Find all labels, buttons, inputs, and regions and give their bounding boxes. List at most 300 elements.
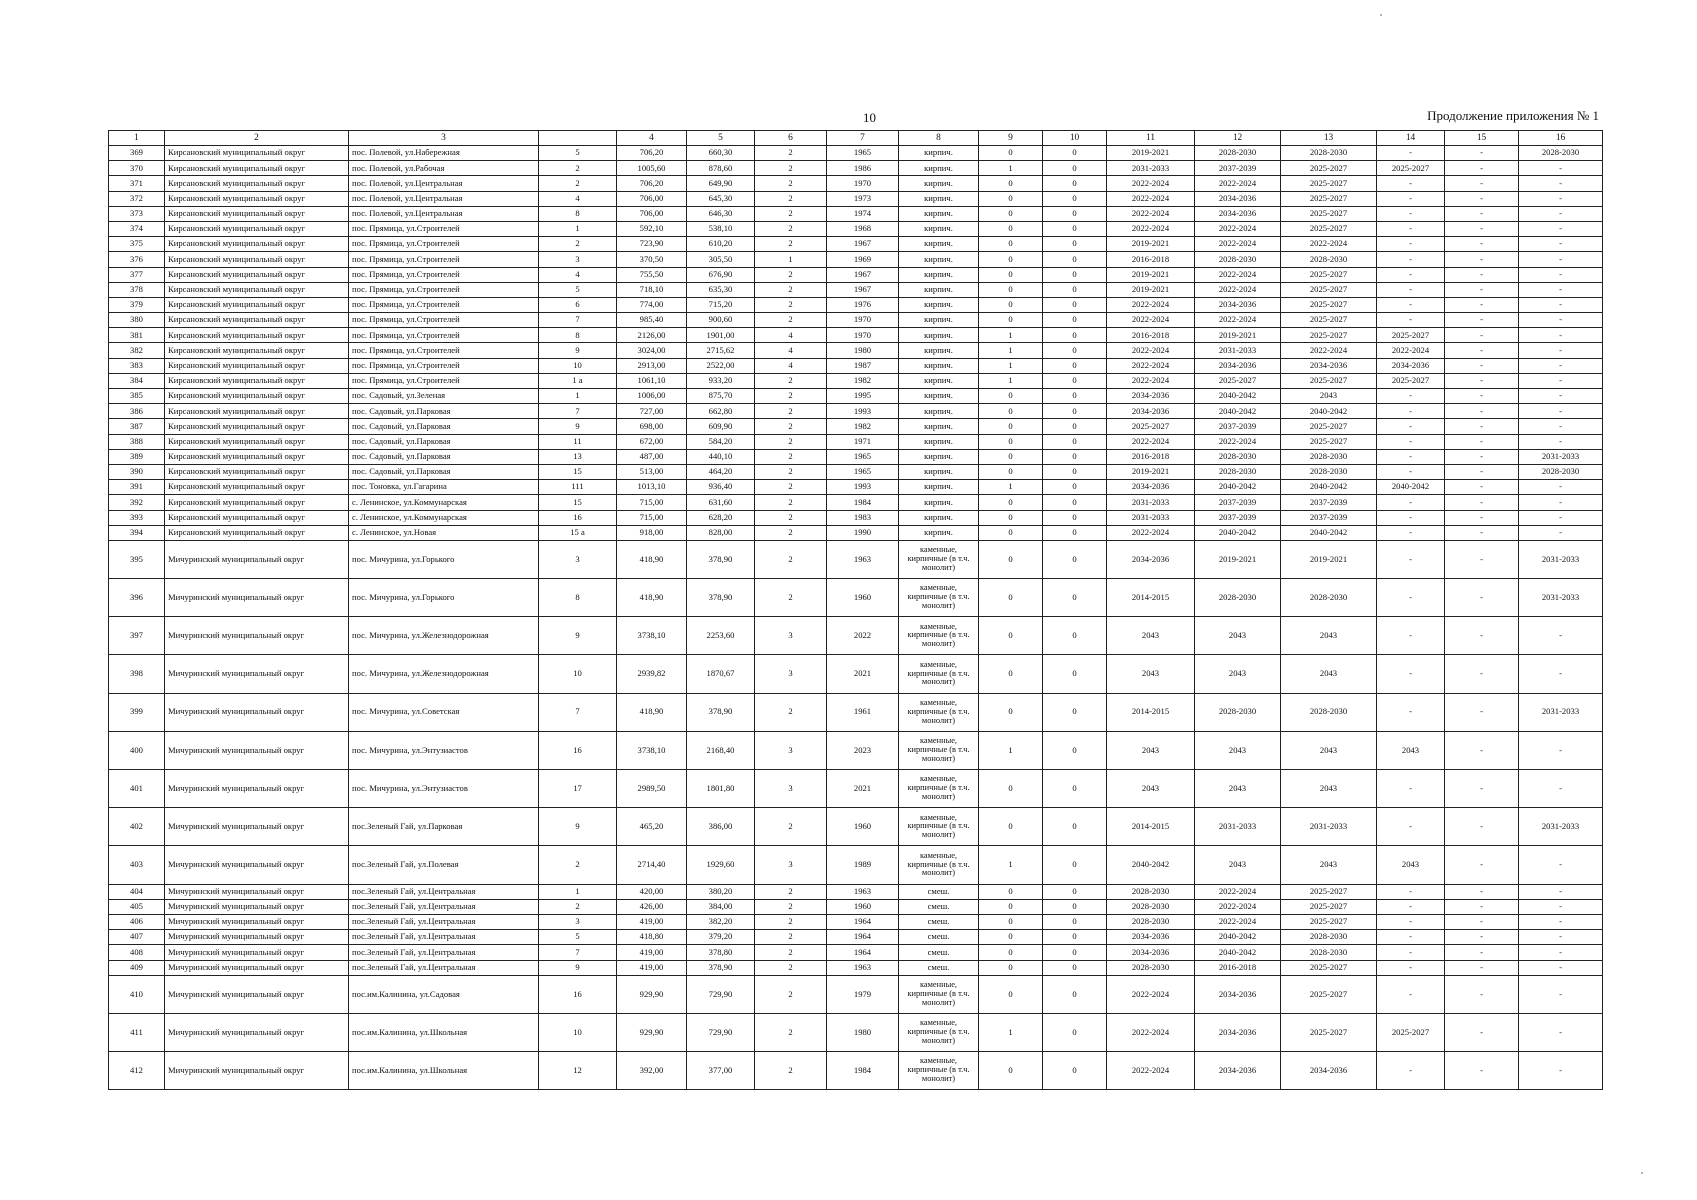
table-cell: 407 (109, 930, 165, 945)
table-cell: 1967 (827, 282, 899, 297)
table-cell: 404 (109, 884, 165, 899)
table-cell: Кирсановский муниципальный округ (165, 191, 349, 206)
table-cell: 0 (1043, 449, 1107, 464)
table-cell: 3738,10 (617, 617, 687, 655)
table-cell: - (1445, 252, 1519, 267)
table-cell: 755,50 (617, 267, 687, 282)
table-cell: 0 (1043, 884, 1107, 899)
table-cell: 1929,60 (687, 846, 755, 884)
table-row (109, 510, 1603, 525)
table-cell: 7 (539, 404, 617, 419)
table-cell: 13 (539, 449, 617, 464)
table-cell: 645,30 (687, 191, 755, 206)
table-cell: 631,60 (687, 495, 755, 510)
table-cell: пос.им.Калинина, ул.Школьная (349, 1052, 539, 1090)
table-cell: 2034-2036 (1195, 1052, 1281, 1090)
table-cell: пос. Прямица, ул.Строителей (349, 373, 539, 388)
table-cell: 828,00 (687, 525, 755, 540)
table-cell: 0 (1043, 731, 1107, 769)
table-cell: 0 (979, 267, 1043, 282)
table-cell: 2040-2042 (1377, 480, 1445, 495)
table-cell: - (1519, 480, 1603, 495)
table-cell: 2040-2042 (1195, 945, 1281, 960)
table-cell: 0 (979, 419, 1043, 434)
table-cell: 2025-2027 (1281, 960, 1377, 975)
table-cell: - (1445, 975, 1519, 1013)
table-row (109, 282, 1603, 297)
table-row (109, 313, 1603, 328)
table-cell: 1968 (827, 221, 899, 236)
table-cell: 10 (539, 1013, 617, 1051)
table-cell: 1995 (827, 389, 899, 404)
table-cell: 2034-2036 (1195, 206, 1281, 221)
table-cell: кирпич. (899, 449, 979, 464)
table-cell: пос.Зеленый Гай, ул.Центральная (349, 930, 539, 945)
table-cell: пос. Мичурина, ул.Железнодорожная (349, 617, 539, 655)
table-cell: Мичуринский муниципальный округ (165, 960, 349, 975)
table-cell: 0 (979, 540, 1043, 578)
table-cell: кирпич. (899, 252, 979, 267)
table-cell: - (1445, 617, 1519, 655)
table-cell: 2022-2024 (1195, 313, 1281, 328)
table-cell: 2022-2024 (1107, 1013, 1195, 1051)
table-cell: - (1377, 945, 1445, 960)
table-cell: 2168,40 (687, 731, 755, 769)
table-cell: 1990 (827, 525, 899, 540)
table-cell: - (1445, 930, 1519, 945)
table-cell: Кирсановский муниципальный округ (165, 373, 349, 388)
table-cell: 0 (979, 449, 1043, 464)
table-cell: 2913,00 (617, 358, 687, 373)
table-cell: 2028-2030 (1107, 884, 1195, 899)
table-cell: - (1377, 419, 1445, 434)
table-cell: 513,00 (617, 464, 687, 479)
table-cell: каменные, кирпичные (в т.ч. монолит) (899, 579, 979, 617)
table-cell: 1986 (827, 161, 899, 176)
table-cell: 1963 (827, 960, 899, 975)
table-row (109, 373, 1603, 388)
table-cell: 1970 (827, 176, 899, 191)
table-cell: 2 (755, 449, 827, 464)
table-cell: 2043 (1281, 770, 1377, 808)
table-cell: 2 (755, 176, 827, 191)
table-cell: 1993 (827, 404, 899, 419)
table-cell: - (1519, 899, 1603, 914)
table-cell: кирпич. (899, 510, 979, 525)
table-cell: - (1377, 404, 1445, 419)
table-cell: пос. Прямица, ул.Строителей (349, 328, 539, 343)
table-cell: пос. Полевой, ул.Центральная (349, 206, 539, 221)
table-cell: - (1377, 221, 1445, 236)
table-row (109, 389, 1603, 404)
table-cell: 383 (109, 358, 165, 373)
table-cell: Мичуринский муниципальный округ (165, 770, 349, 808)
table-cell: - (1377, 960, 1445, 975)
table-cell: 2714,40 (617, 846, 687, 884)
table-cell: Кирсановский муниципальный округ (165, 434, 349, 449)
table-cell: 2031-2033 (1195, 343, 1281, 358)
table-cell: 379,20 (687, 930, 755, 945)
table-cell: 2022-2024 (1195, 221, 1281, 236)
table-cell: Кирсановский муниципальный округ (165, 389, 349, 404)
table-cell: 729,90 (687, 975, 755, 1013)
table-cell: 15 (539, 464, 617, 479)
table-cell: 388 (109, 434, 165, 449)
table-cell: 2019-2021 (1107, 146, 1195, 161)
table-cell: 15 а (539, 525, 617, 540)
table-cell: 2022-2024 (1195, 237, 1281, 252)
table-cell: 464,20 (687, 464, 755, 479)
table-cell: пос. Садовый, ул.Парковая (349, 434, 539, 449)
table-cell: - (1445, 146, 1519, 161)
table-cell: 2028-2030 (1281, 693, 1377, 731)
table-cell: Мичуринский муниципальный округ (165, 975, 349, 1013)
table-cell: 1989 (827, 846, 899, 884)
table-cell: 9 (539, 960, 617, 975)
table-cell: 929,90 (617, 1013, 687, 1051)
table-cell: 3738,10 (617, 731, 687, 769)
table-cell: 378,90 (687, 693, 755, 731)
table-cell: - (1445, 525, 1519, 540)
table-cell: 2031-2033 (1107, 161, 1195, 176)
table-cell: 2022-2024 (1107, 176, 1195, 191)
table-cell: 378,90 (687, 960, 755, 975)
table-cell: 2025-2027 (1281, 899, 1377, 914)
table-cell: 1 (755, 252, 827, 267)
table-cell: 2040-2042 (1195, 525, 1281, 540)
table-cell: 16 (539, 731, 617, 769)
table-cell: 2025-2027 (1281, 373, 1377, 388)
table-cell: - (1445, 510, 1519, 525)
table-cell: - (1445, 373, 1519, 388)
table-cell: 2028-2030 (1195, 464, 1281, 479)
table-cell: 2 (755, 1013, 827, 1051)
table-cell: пос.им.Калинина, ул.Школьная (349, 1013, 539, 1051)
table-cell: 9 (539, 343, 617, 358)
table-cell: 0 (1043, 191, 1107, 206)
table-cell: 2028-2030 (1107, 960, 1195, 975)
table-cell: 2022-2024 (1195, 434, 1281, 449)
table-cell: смеш. (899, 899, 979, 914)
table-cell: 2019-2021 (1107, 267, 1195, 282)
table-cell: - (1519, 1052, 1603, 1090)
table-cell: - (1519, 975, 1603, 1013)
table-cell: 1061,10 (617, 373, 687, 388)
table-cell: пос. Садовый, ул.Зеленая (349, 389, 539, 404)
table-cell: 9 (539, 419, 617, 434)
table-cell: 410 (109, 975, 165, 1013)
table-cell: - (1445, 221, 1519, 236)
table-cell: пос. Прямица, ул.Строителей (349, 297, 539, 312)
table-cell: 715,20 (687, 297, 755, 312)
table-cell: - (1445, 899, 1519, 914)
table-cell: 2 (539, 846, 617, 884)
table-cell: 2031-2033 (1519, 579, 1603, 617)
table-cell: 2028-2030 (1281, 579, 1377, 617)
table-cell: кирпич. (899, 358, 979, 373)
table-cell: - (1377, 464, 1445, 479)
table-cell: 0 (1043, 655, 1107, 693)
table-cell: 2022-2024 (1195, 899, 1281, 914)
table-cell: 2031-2033 (1519, 449, 1603, 464)
table-cell: 0 (979, 693, 1043, 731)
table-cell: кирпич. (899, 297, 979, 312)
table-cell: 2043 (1195, 846, 1281, 884)
table-cell: пос. Мичурина, ул.Советская (349, 693, 539, 731)
table-cell: Кирсановский муниципальный округ (165, 495, 349, 510)
table-cell: 381 (109, 328, 165, 343)
table-row (109, 1013, 1603, 1051)
table-cell: 2028-2030 (1195, 252, 1281, 267)
table-cell: 936,40 (687, 480, 755, 495)
table-cell: 2025-2027 (1377, 1013, 1445, 1051)
table-cell: 1 (979, 731, 1043, 769)
table-cell: - (1377, 146, 1445, 161)
table-cell: 405 (109, 899, 165, 914)
table-cell: 0 (1043, 282, 1107, 297)
table-cell: 7 (539, 945, 617, 960)
table-cell: 0 (1043, 510, 1107, 525)
table-cell: Кирсановский муниципальный округ (165, 221, 349, 236)
table-cell: 1982 (827, 373, 899, 388)
table-cell: 391 (109, 480, 165, 495)
table-cell: 2028-2030 (1195, 449, 1281, 464)
table-cell: 369 (109, 146, 165, 161)
table-row (109, 495, 1603, 510)
table-cell: 2 (755, 930, 827, 945)
table-cell: 2025-2027 (1281, 206, 1377, 221)
table-cell: пос. Прямица, ул.Строителей (349, 237, 539, 252)
table-cell: 2025-2027 (1377, 373, 1445, 388)
table-cell: 8 (539, 328, 617, 343)
table-cell: каменные, кирпичные (в т.ч. монолит) (899, 655, 979, 693)
table-cell: 2 (755, 464, 827, 479)
table-cell: 2 (539, 176, 617, 191)
column-header: 9 (979, 131, 1043, 146)
table-cell: 2025-2027 (1281, 282, 1377, 297)
table-cell: 0 (979, 464, 1043, 479)
table-row (109, 176, 1603, 191)
table-cell: 875,70 (687, 389, 755, 404)
table-cell: Кирсановский муниципальный округ (165, 297, 349, 312)
table-cell: 397 (109, 617, 165, 655)
table-cell: 376 (109, 252, 165, 267)
table-cell: - (1519, 495, 1603, 510)
table-cell: 660,30 (687, 146, 755, 161)
table-cell: 2025-2027 (1195, 373, 1281, 388)
table-cell: пос.Зеленый Гай, ул.Парковая (349, 808, 539, 846)
table-cell: 0 (1043, 480, 1107, 495)
table-cell: 402 (109, 808, 165, 846)
table-cell: пос. Полевой, ул.Центральная (349, 191, 539, 206)
table-cell: 393 (109, 510, 165, 525)
table-row (109, 960, 1603, 975)
table-cell: 1 (979, 358, 1043, 373)
table-cell: 2025-2027 (1377, 328, 1445, 343)
table-cell: - (1519, 252, 1603, 267)
table-cell: 0 (1043, 252, 1107, 267)
table-cell: 2025-2027 (1281, 884, 1377, 899)
table-cell: 0 (979, 221, 1043, 236)
table-cell: 2040-2042 (1281, 480, 1377, 495)
table-cell: Кирсановский муниципальный округ (165, 510, 349, 525)
table-cell: 392 (109, 495, 165, 510)
table-cell: 2034-2036 (1195, 975, 1281, 1013)
table-cell: 2043 (1107, 731, 1195, 769)
table-row (109, 770, 1603, 808)
table-cell: кирпич. (899, 419, 979, 434)
table-cell: пос. Прямица, ул.Строителей (349, 343, 539, 358)
table-cell: 370 (109, 161, 165, 176)
table-cell: 420,00 (617, 884, 687, 899)
table-cell: пос.Зеленый Гай, ул.Центральная (349, 899, 539, 914)
table-cell: 2043 (1281, 617, 1377, 655)
table-cell: Кирсановский муниципальный округ (165, 313, 349, 328)
table-cell: 0 (1043, 176, 1107, 191)
table-cell: 7 (539, 693, 617, 731)
table-cell: 1982 (827, 419, 899, 434)
table-cell: пос. Садовый, ул.Парковая (349, 449, 539, 464)
table-cell: 2034-2036 (1107, 930, 1195, 945)
table-cell: 2025-2027 (1281, 975, 1377, 1013)
table-cell: - (1445, 404, 1519, 419)
table-cell: 2028-2030 (1107, 914, 1195, 929)
table-cell: пос. Полевой, ул.Центральная (349, 176, 539, 191)
table-cell: 3 (539, 914, 617, 929)
table-cell: 378,80 (687, 945, 755, 960)
table-cell: - (1519, 237, 1603, 252)
table-cell: 2040-2042 (1195, 389, 1281, 404)
table-cell: Кирсановский муниципальный округ (165, 282, 349, 297)
table-cell: - (1445, 884, 1519, 899)
table-cell: 1 (979, 1013, 1043, 1051)
table-cell: 465,20 (617, 808, 687, 846)
table-cell: 0 (1043, 579, 1107, 617)
table-cell: 1901,00 (687, 328, 755, 343)
table-cell: 0 (1043, 343, 1107, 358)
table-cell: 386 (109, 404, 165, 419)
table-cell: 3 (539, 252, 617, 267)
table-cell: 0 (1043, 161, 1107, 176)
table-cell: - (1519, 419, 1603, 434)
table-row (109, 404, 1603, 419)
column-header: 10 (1043, 131, 1107, 146)
table-cell: 1974 (827, 206, 899, 221)
table-cell: 2021 (827, 770, 899, 808)
table-row (109, 617, 1603, 655)
table-cell: 1013,10 (617, 480, 687, 495)
table-cell: 0 (1043, 267, 1107, 282)
table-cell: 403 (109, 846, 165, 884)
table-cell: - (1519, 206, 1603, 221)
table-cell: 378 (109, 282, 165, 297)
table-cell: 2022-2024 (1107, 975, 1195, 1013)
table-row (109, 846, 1603, 884)
table-cell: 419,00 (617, 945, 687, 960)
table-cell: 698,00 (617, 419, 687, 434)
table-cell: 5 (539, 282, 617, 297)
table-cell: 1970 (827, 328, 899, 343)
table-cell: 0 (979, 146, 1043, 161)
table-cell: 0 (1043, 808, 1107, 846)
column-header: 3 (349, 131, 539, 146)
table-cell: 0 (979, 434, 1043, 449)
table-cell: 2939,82 (617, 655, 687, 693)
table-cell: - (1445, 579, 1519, 617)
table-cell: 2016-2018 (1195, 960, 1281, 975)
table-cell: 406 (109, 914, 165, 929)
table-cell: 395 (109, 540, 165, 578)
table-cell: 1984 (827, 495, 899, 510)
table-cell: 374 (109, 221, 165, 236)
table-cell: Кирсановский муниципальный округ (165, 161, 349, 176)
table-cell: 2031-2033 (1519, 808, 1603, 846)
table-cell: 15 (539, 495, 617, 510)
table-cell: 2022-2024 (1107, 221, 1195, 236)
table-cell: 2022-2024 (1281, 237, 1377, 252)
table-cell: 2043 (1107, 655, 1195, 693)
table-cell: 2022-2024 (1107, 525, 1195, 540)
table-cell: Мичуринский муниципальный округ (165, 540, 349, 578)
table-cell: 2043 (1377, 731, 1445, 769)
table-cell: кирпич. (899, 343, 979, 358)
table-row (109, 237, 1603, 252)
table-cell: 1 (539, 389, 617, 404)
table-cell: - (1377, 808, 1445, 846)
table-cell: 2022-2024 (1195, 914, 1281, 929)
table-cell: - (1377, 975, 1445, 1013)
table-cell: каменные, кирпичные (в т.ч. монолит) (899, 1052, 979, 1090)
table-cell: 2043 (1195, 617, 1281, 655)
table-cell: 1971 (827, 434, 899, 449)
table-cell: Кирсановский муниципальный округ (165, 206, 349, 221)
table-cell: 2522,00 (687, 358, 755, 373)
table-cell: 2 (755, 161, 827, 176)
table-cell: 2043 (1195, 655, 1281, 693)
table-cell: 0 (979, 945, 1043, 960)
table-row (109, 358, 1603, 373)
table-cell: кирпич. (899, 146, 979, 161)
table-cell: 2022-2024 (1195, 176, 1281, 191)
table-cell: 3 (755, 731, 827, 769)
table-cell: 2031-2033 (1281, 808, 1377, 846)
table-cell: Кирсановский муниципальный округ (165, 328, 349, 343)
table-cell: 0 (1043, 389, 1107, 404)
table-cell: - (1377, 930, 1445, 945)
table-cell: - (1519, 389, 1603, 404)
table-cell: 2014-2015 (1107, 693, 1195, 731)
table-cell: 2031-2033 (1519, 693, 1603, 731)
table-cell: 2025-2027 (1281, 176, 1377, 191)
table-cell: Мичуринский муниципальный округ (165, 914, 349, 929)
table-row (109, 808, 1603, 846)
table-cell: - (1445, 237, 1519, 252)
table-cell: 0 (1043, 297, 1107, 312)
table-cell: 2 (755, 975, 827, 1013)
table-cell: 1983 (827, 510, 899, 525)
table-cell: каменные, кирпичные (в т.ч. монолит) (899, 846, 979, 884)
table-cell: 2022-2024 (1195, 267, 1281, 282)
table-cell: - (1377, 655, 1445, 693)
table-row (109, 914, 1603, 929)
table-cell: 0 (979, 206, 1043, 221)
table-cell: 2 (755, 434, 827, 449)
table-cell: 394 (109, 525, 165, 540)
table-cell: пос.Зеленый Гай, ул.Полевая (349, 846, 539, 884)
table-cell: 1964 (827, 945, 899, 960)
table-row (109, 146, 1603, 161)
table-cell: Кирсановский муниципальный округ (165, 525, 349, 540)
